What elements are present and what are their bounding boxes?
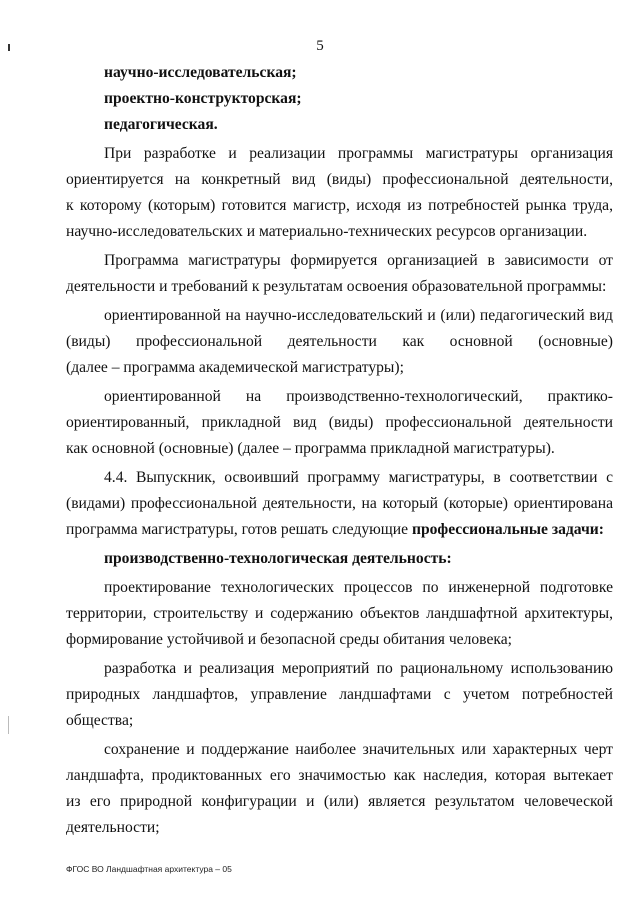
- paragraph-line: Программа магистратуры формируется организацией в зависимости от: [104, 252, 613, 269]
- paragraph-line: ориентируется на конкретный вид (виды) профессиональной деятельности,: [66, 171, 613, 188]
- margin-mark-bottom: [8, 716, 9, 734]
- paragraph-line: При разработке и реализации программы магистратуры организация: [104, 145, 613, 162]
- paragraph-academic-masters: [66, 303, 613, 381]
- paragraph-applied-masters: [66, 384, 613, 462]
- professional-tasks-label: профессиональные задачи:: [411, 521, 604, 538]
- paragraph-line: ориентированной на производственно-технологический, практико-: [104, 388, 613, 405]
- paragraph-line: из его природной конфигурации и (или) является результатом человеческой: [66, 793, 613, 810]
- paragraph-program-formation: [66, 248, 613, 300]
- paragraph-line: ориентированной на научно-исследовательский и (или) педагогический вид: [104, 307, 613, 324]
- paragraph-line: природных ландшафтов, управление ландшафтами с учетом потребностей: [66, 686, 613, 703]
- paragraph-line: деятельности;: [66, 819, 160, 836]
- paragraph-line: [66, 517, 613, 543]
- paragraph-line: как основной (основные) (далее – программа прикладной магистратуры).: [66, 440, 555, 457]
- paragraph-line: (видами) профессиональной деятельности, на который (которые) ориентирована: [66, 495, 613, 512]
- paragraph-graduate-tasks: [66, 465, 613, 543]
- paragraph-line: общества;: [66, 712, 134, 729]
- paragraph-orientation: [66, 141, 613, 245]
- paragraph-landscape-management: [66, 656, 613, 734]
- paragraph-text: программа магистратуры, готов решать следующие: [66, 521, 412, 538]
- paragraph-line: научно-исследовательских и материально-технических ресурсов организации.: [66, 223, 588, 240]
- page-number: 5: [316, 38, 324, 54]
- paragraph-line: деятельности и требований к результатам освоения образовательной программы:: [66, 278, 607, 295]
- section-heading-production: производственно-технологическая деятельность:: [104, 550, 452, 567]
- paragraph-line: проектирование технологических процессов по инженерной подготовке: [104, 579, 613, 596]
- paragraph-line: территории, строительству и содержанию объектов ландшафтной архитектуры,: [66, 605, 613, 622]
- paragraph-line: 4.4. Выпускник, освоивший программу магистратуры, в соответствии с: [104, 469, 613, 486]
- document-footer: ФГОС ВО Ландшафтная архитектура – 05: [66, 864, 232, 874]
- paragraph-line: к которому (которым) готовится магистр, исходя из потребностей рынка труда,: [66, 197, 613, 214]
- paragraph-landscape-preservation: [66, 737, 613, 841]
- document-body: [66, 60, 613, 841]
- paragraph-line: формирование устойчивой и безопасной среды обитания человека;: [66, 631, 512, 648]
- activity-type-pedagogical: педагогическая.: [104, 116, 218, 133]
- paragraph-line: (виды) профессиональной деятельности как основной (основные): [66, 333, 613, 350]
- paragraph-line: разработка и реализация мероприятий по рациональному использованию: [104, 660, 613, 677]
- paragraph-line: (далее – программа академической магистратуры);: [66, 359, 404, 376]
- paragraph-line: сохранение и поддержание наиболее значительных или характерных черт: [104, 741, 613, 758]
- activity-type-research: научно-исследовательская;: [104, 64, 297, 81]
- paragraph-line: ландшафта, продиктованных его значимостью как наследия, которая вытекает: [66, 767, 613, 784]
- activity-type-design: проектно-конструкторская;: [104, 90, 302, 107]
- paragraph-process-design: [66, 575, 613, 653]
- paragraph-line: ориентированный, прикладной вид (виды) профессиональной деятельности: [66, 414, 613, 431]
